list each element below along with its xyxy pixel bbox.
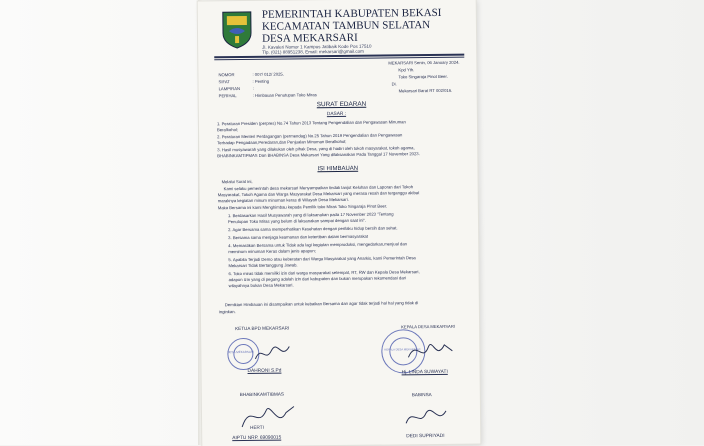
babinsa-name: DEDI SUPRIYADI — [406, 433, 445, 440]
intro-line: Kami selaku pemerintah desa mekarsari Menyampaikan tindak lanjut Keluhan dan Laporan dari Tokoh — [223, 184, 414, 192]
point-line: adapun izin yang di pegang adalah izin dari kabupaten dan bukan merupakan rekomendasi dari — [228, 275, 407, 283]
bpd-stamp-text: DESA MEKARSARI — [227, 349, 254, 355]
point-line: 3. Bersama sama menjaga keamanan dan ketertiban dalam bermasyarakat — [228, 233, 369, 241]
intro-line: Maka Bersama ini kami Menghimbau kepada Pemilik toko Miras Toko Singaraja Pinot Beer. — [217, 203, 388, 211]
babinsa-signature-icon — [402, 401, 454, 432]
bhabin-signature-icon — [238, 398, 298, 433]
dasar-line: 2. Peraturan Menteri Perdagangan (permendag) No.25 Tahun 2019 Pengendalian dan Pengawasan — [217, 132, 403, 140]
letter-page — [198, 0, 481, 446]
point-line: 1. Berdasarkan Hasil Musyawarah yang di laksanakan pada 17 November 2023 "Tentang — [227, 211, 394, 219]
point-line: Mekarsari Tidak Bertanggung Jawab. — [228, 262, 298, 269]
letterhead-line-2: KECAMATAN TAMBUN SELATAN — [261, 19, 431, 33]
closing-line: Demikian Himbauan ini disampaikan untuk kebaikan Bersama dan agar tidak terjadi hal hal yang tidak di — [224, 300, 419, 308]
place: Mekarsari Barat RT 002/016. — [398, 87, 453, 94]
letter-title: SURAT EDARAN — [316, 100, 367, 109]
point-line: 5. Apabila Terjadi Demo atau keberatan dari Warga Masyarakat yang Anarkis, kami Pemerintah Desa — [228, 255, 416, 263]
nomor-value: : 007/ 012/ 2025. — [252, 71, 284, 77]
himbauan-title: ISI HIMBAUAN — [317, 165, 359, 173]
dasar-line: Terhadap Pengadaan,Peredaran,dan Penjualan Minuman Beralkohol; — [217, 138, 347, 146]
babinsa-title: BABINSA — [411, 392, 432, 398]
intro-line: maraknya kegiatan minum minuman keras di Wilayah Desa Mekarsari. — [217, 196, 349, 204]
lampiran-label: LAMPIRAN — [218, 86, 241, 92]
dasar-line: 1. Peraturan Presiden (perpres) No.74 Tahun 2013 Tentang Pengendalian dan Pengawasan Minuman — [216, 119, 406, 127]
letterhead-contact: Tlp. (021) 88951238, Email: mekarsari@gmail.com — [262, 48, 364, 55]
point-line: 4. Memastikan Bersama untuk Tidak ada lagi kegiatan memproduksi, mengedarkan,menjual dan — [228, 241, 408, 249]
recipient: Toko Singaraja Pinot Beer. — [398, 73, 448, 80]
bpd-signature-icon — [253, 342, 293, 364]
perihal-label: PERIHAL — [218, 93, 237, 99]
dasar-line: Beralkohol; — [216, 127, 239, 133]
kades-signature-icon — [406, 337, 454, 366]
point-line: 2. Agar Bersama sama memperhatikan Kesehatan dengan perilaku hidup bersih dan sehat. — [228, 225, 398, 233]
intro-line: Masyarakat, Tokoh Agama dan Warga Masyarakat Desa Mekarsari yang merasa resah dan terganggu akibat — [217, 190, 420, 198]
letterhead-line-3: DESA MEKARSARI — [262, 31, 358, 45]
date-line: MEKARSARI Senin, 06 January 2024. — [388, 59, 460, 66]
dasar-line: 3. Hasil musyawarah yang dilakukan oleh pihak Desa, yang di hadiri oleh tokoh masyarakat, tokoh agama, — [217, 145, 415, 153]
right-signer-name: Hj. LINDA SUWAYATI — [401, 369, 448, 376]
kepada-label: Kpd Yth. — [398, 67, 415, 73]
letterhead-address: Jl. Kavaleri Nomor 1 Kampus Jatibaik Kode Pos 17510 — [262, 43, 372, 50]
letterhead-line-1: PEMERINTAH KABUPATEN BEKASI — [261, 6, 442, 21]
left-signer-title: KETUA BPD MEKARSARI — [235, 325, 290, 332]
closing-line: inginkan. — [218, 309, 236, 315]
point-line: 6. Toko miras tidak memiliki izin dari warga masyarakat setempat, RT, RW dan Kepala Desa Mekarsari, — [228, 269, 420, 277]
lampiran-value: : — [252, 85, 254, 91]
dasar-title: DASAR : — [326, 111, 347, 118]
sifat-value: : Penting — [252, 78, 270, 84]
point-line: Penutupan Toko Miras yang belum di laksanakan sampai dengan saat ini". — [227, 217, 367, 225]
nomor-label: NOMOR — [218, 72, 235, 78]
right-signer-title: KEPALA DESA MEKARSARI — [401, 323, 456, 330]
point-line: wilayahnya bukan Desa Mekarsari. — [228, 282, 294, 289]
sifat-label: SIFAT — [218, 79, 230, 85]
intro-line: Melalui Surat ini, — [221, 178, 253, 185]
bhabin-name-partial: HERTI — [250, 424, 264, 430]
bhabin-name: AIPTU NRP. 69090015 — [232, 435, 282, 442]
dasar-line: BHABINKAMTIPMAS Dan BHABINSA Desa Mekarsari Yang dilaksanakan Pada Tanggal 17 November 2023. — [217, 151, 420, 159]
perihal-value: : Himbauan Penutupan Toko Miras — [252, 92, 317, 98]
left-signer-name: DAHRONI S.Pd — [247, 368, 282, 374]
bekasi-coat-of-arms-icon — [220, 9, 254, 49]
bhabin-title: BHABINKAMTIBMAS — [239, 391, 284, 398]
kades-stamp-text: KEPALA DESA MEKARSARI — [384, 347, 421, 352]
di-label: Di. — [391, 81, 397, 87]
point-line: meminum minuman Keras dalam jenis apapun; — [228, 248, 316, 255]
